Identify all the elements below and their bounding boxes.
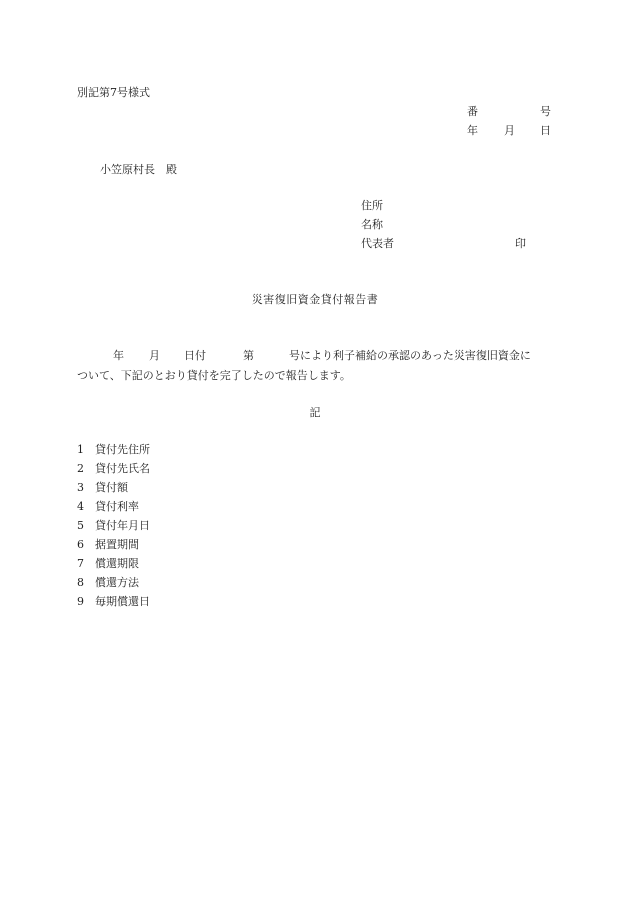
- item-number: 9: [77, 595, 84, 608]
- date-month-label: 月: [504, 124, 515, 137]
- body-year: 年: [113, 349, 124, 362]
- body-dai: 第: [243, 349, 254, 362]
- item-number: 7: [77, 557, 84, 570]
- item-number: 3: [77, 481, 84, 494]
- sender-name-label: 名称: [361, 218, 383, 231]
- item-number: 8: [77, 576, 84, 589]
- item-list: [77, 442, 150, 613]
- item-label: 毎期償還日: [95, 595, 150, 608]
- body-day-of: 日付: [184, 349, 206, 362]
- sender-representative-label: 代表者: [361, 237, 394, 250]
- number-label-left: 番: [467, 105, 478, 118]
- list-item: [77, 442, 150, 461]
- number-label-right: 号: [540, 105, 551, 118]
- item-label: 貸付先住所: [95, 443, 150, 456]
- body-month: 月: [149, 349, 160, 362]
- item-label: 償還方法: [95, 576, 139, 589]
- list-item: [77, 499, 150, 518]
- item-label: 貸付額: [95, 481, 128, 494]
- sender-address-label: 住所: [361, 199, 383, 212]
- ki-heading: 記: [309, 406, 321, 419]
- list-item: [77, 594, 150, 613]
- list-item: [77, 575, 150, 594]
- date-day-label: 日: [540, 124, 551, 137]
- item-number: 2: [77, 462, 84, 475]
- document-title: 災害復旧資金貸付報告書: [251, 293, 379, 306]
- list-item: [77, 556, 150, 575]
- list-item: [77, 518, 150, 537]
- item-number: 4: [77, 500, 84, 513]
- body-rest: 号により利子補給の承認のあった災害復旧資金に: [289, 349, 531, 362]
- item-label: 据置期間: [95, 538, 139, 551]
- list-item: [77, 537, 150, 556]
- item-label: 貸付先氏名: [95, 462, 150, 475]
- addressee: 小笠原村長 殿: [100, 163, 177, 176]
- item-label: 貸付年月日: [95, 519, 150, 532]
- item-number: 5: [77, 519, 84, 532]
- item-number: 1: [77, 443, 84, 456]
- list-item: [77, 480, 150, 499]
- list-item: [77, 461, 150, 480]
- seal-mark: 印: [515, 237, 526, 250]
- date-year-label: 年: [467, 124, 478, 137]
- form-label: 別記第7号様式: [77, 86, 150, 99]
- item-label: 貸付利率: [95, 500, 139, 513]
- item-label: 償還期限: [95, 557, 139, 570]
- item-number: 6: [77, 538, 84, 551]
- body-text-line-2: ついて、下記のとおり貸付を完了したので報告します。: [77, 369, 351, 382]
